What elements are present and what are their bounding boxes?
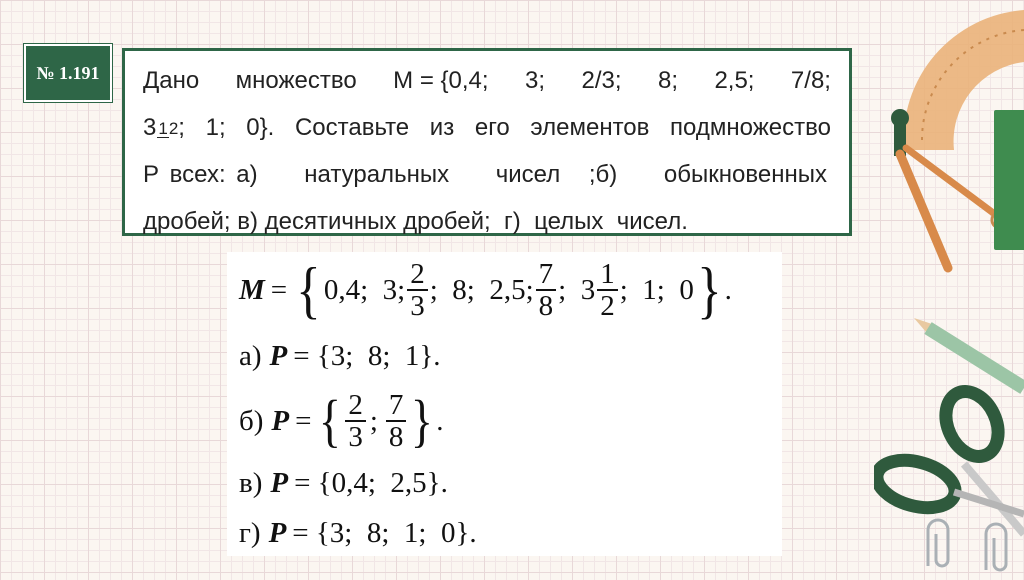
task-word: а) (236, 161, 258, 188)
close-brace: } (696, 254, 722, 325)
mixed-whole: 3 (143, 114, 157, 141)
subset-symbol: P (269, 340, 288, 372)
fraction-denominator: 2 (600, 290, 615, 322)
task-word: M = {0,4; (393, 67, 489, 94)
fraction-denominator: 2 (168, 118, 179, 138)
mixed-number (143, 104, 185, 151)
task-statement (122, 48, 852, 236)
task-word: ; (178, 114, 185, 141)
ruler-icon (990, 110, 1024, 250)
task-number-badge (24, 44, 112, 102)
task-word: из (429, 114, 455, 141)
fraction-numerator: 7 (536, 259, 557, 291)
fraction-denominator: 8 (538, 290, 554, 322)
task-word: элементов (530, 114, 650, 141)
equals-sign: = (270, 273, 288, 306)
separator: ; (369, 404, 378, 437)
fraction (536, 259, 557, 321)
period: . (436, 404, 444, 437)
mixed-fraction (157, 120, 178, 138)
answer-value: = {0,4; 2,5}. (294, 467, 448, 499)
fraction-denominator: 3 (348, 421, 363, 453)
task-word: подмножество (670, 114, 831, 141)
fraction-numerator: 1 (597, 259, 618, 291)
set-elements: ; 1; 0 (619, 273, 694, 306)
task-word: 8; (657, 67, 678, 94)
task-word: чисел (495, 161, 561, 188)
paperclip-icon (978, 520, 1018, 580)
task-line-1 (143, 57, 831, 104)
answer-image (227, 252, 782, 556)
fraction-numerator: 2 (407, 259, 428, 291)
period: . (724, 273, 732, 306)
subset-symbol: P (270, 467, 289, 499)
task-word: натуральных (304, 161, 450, 188)
fraction-denominator: 8 (388, 421, 404, 453)
task-word: Составьте (294, 114, 410, 141)
task-word: 3; (525, 67, 546, 94)
task-word: его (474, 114, 510, 141)
task-word: 7/8; (790, 67, 831, 94)
fraction (407, 259, 428, 321)
answer-a (239, 340, 441, 373)
answer-c (239, 467, 448, 500)
task-word: всех: (169, 161, 226, 188)
task-word: обыкновенных (663, 161, 827, 188)
answer-d (239, 517, 477, 550)
task-line-2 (143, 104, 831, 151)
fraction-numerator: 1 (158, 118, 168, 138)
open-brace: { (318, 388, 341, 453)
answer-value: = {3; 8; 1; 0}. (292, 517, 477, 549)
set-symbol: M (239, 273, 265, 306)
task-line-4 (143, 198, 831, 245)
task-word: Дано (143, 67, 200, 94)
task-word: 0}. (246, 114, 275, 141)
equals-sign: = (295, 404, 312, 437)
fraction (345, 390, 366, 452)
open-brace: { (296, 254, 321, 325)
task-word: 2/3; (581, 67, 622, 94)
fraction (386, 390, 407, 452)
set-definition (239, 254, 732, 325)
task-word: дробей; в) десятичных дробей; г) целых чисел. (143, 208, 688, 235)
answer-label: б) (239, 404, 264, 437)
set-elements: 0,4; 3; (323, 273, 406, 306)
answer-label: г) (239, 517, 261, 549)
task-word: 2,5; (714, 67, 755, 94)
fraction-numerator: 7 (386, 390, 407, 422)
fraction-numerator: 2 (345, 390, 366, 422)
task-number: № 1.191 (36, 62, 100, 83)
subset-symbol: P (268, 517, 287, 549)
answer-label: в) (239, 467, 263, 499)
fraction-denominator: 3 (410, 290, 425, 322)
close-brace: } (411, 388, 434, 453)
answer-b (239, 390, 444, 452)
task-word: P (143, 161, 160, 188)
task-word: 1; (205, 114, 226, 141)
set-elements: ; 8; 2,5; (429, 273, 534, 306)
fraction (597, 259, 618, 321)
task-line-3 (143, 151, 831, 198)
subset-symbol: P (271, 404, 290, 437)
answer-value: = {3; 8; 1}. (293, 340, 441, 372)
paperclip-icon (920, 516, 960, 576)
set-elements: ; 3 (558, 273, 596, 306)
answer-label: а) (239, 340, 262, 372)
task-word: множество (235, 67, 357, 94)
task-word: ;б) (588, 161, 618, 188)
